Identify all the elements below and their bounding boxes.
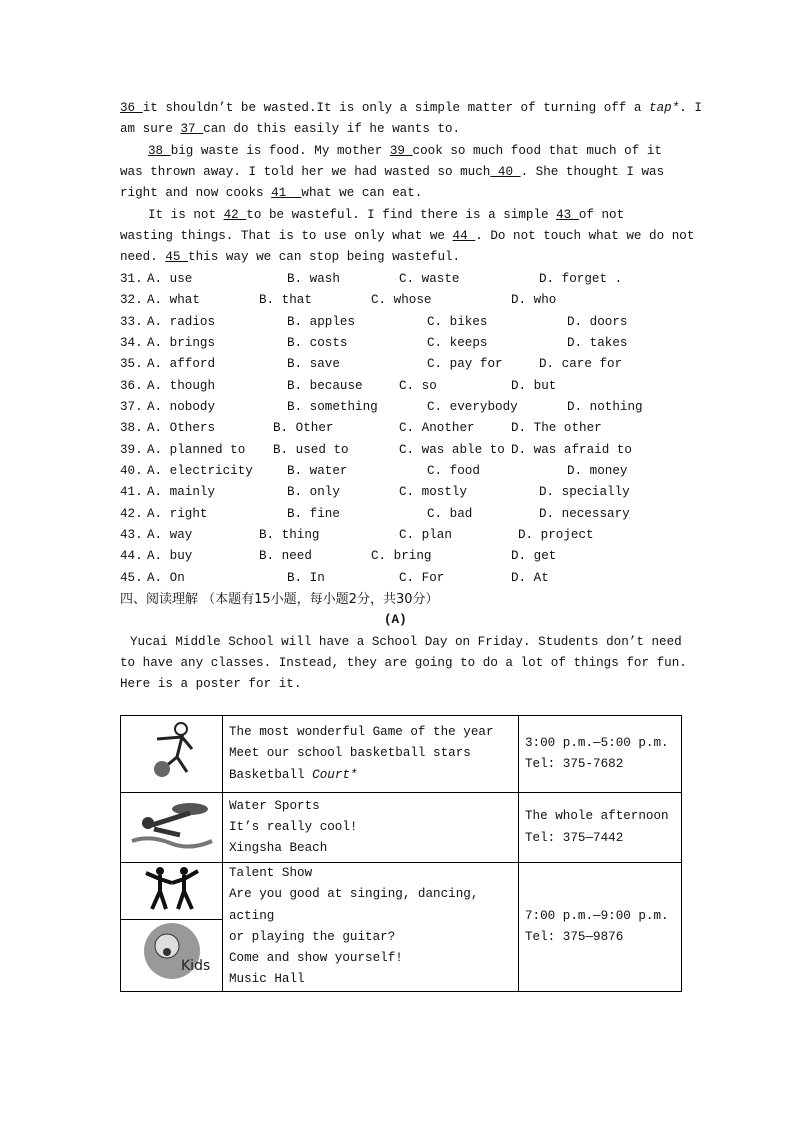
text: Talent Show	[229, 866, 313, 880]
poster-row-water-sports	[121, 793, 682, 863]
blank-37: 37	[180, 122, 204, 136]
option-c: C. mostly	[399, 485, 468, 500]
blank-42: 42	[223, 208, 247, 222]
option-a: A. buy	[147, 549, 193, 564]
option-b: B. water	[287, 463, 348, 478]
option-d: D. forget .	[539, 272, 623, 286]
text: . She thought I was	[520, 165, 665, 179]
poster-row-basketball	[121, 716, 682, 793]
option-a: A. way	[147, 527, 193, 542]
option-d: D. who	[511, 293, 557, 308]
blank-41: 41_	[271, 186, 302, 200]
option-row	[0, 525, 794, 546]
option-c: C. For	[399, 570, 445, 585]
option-a: A. On	[147, 570, 185, 585]
text: The most wonderful Game of the year	[229, 725, 494, 740]
option-b: B. because	[287, 378, 363, 393]
text: Are you good at singing, dancing, acting	[229, 887, 479, 923]
basketball-player-image	[121, 716, 223, 793]
option-b: B. need	[259, 549, 312, 564]
question-number: 40.	[120, 463, 143, 478]
passage-line	[120, 226, 694, 247]
text: It’s really cool!	[229, 819, 358, 834]
question-number: 45.	[120, 570, 143, 585]
swimmer-image	[121, 793, 223, 863]
question-number: 32.	[120, 293, 143, 308]
section-title: 四、阅读理解 （本题有15小题，每小题2分，共30分）	[120, 592, 439, 607]
option-row	[0, 568, 794, 589]
option-a: A. use	[147, 272, 193, 286]
option-b: B. save	[287, 357, 340, 372]
option-d: D. takes	[567, 335, 628, 350]
option-c: C. bikes	[427, 314, 488, 329]
option-d: D. At	[511, 570, 549, 585]
question-number: 37.	[120, 399, 143, 414]
option-row	[0, 290, 794, 311]
option-c: C. food	[427, 463, 480, 478]
text: big waste is food. My mother	[170, 144, 390, 158]
option-a: A. planned to	[147, 442, 246, 457]
text: It is not	[148, 208, 224, 222]
option-a: A. nobody	[147, 399, 216, 414]
option-c: C. keeps	[427, 335, 488, 350]
option-b: B. apples	[287, 314, 356, 329]
text: 7:00 p.m.—9:00 p.m.	[525, 908, 669, 923]
blank-45: 45	[165, 250, 189, 264]
intro-line: Yucai Middle School will have a School Day on Friday. Students don’t need	[130, 635, 682, 649]
text: this way we can stop being wasteful.	[188, 250, 461, 264]
question-number: 33.	[120, 314, 143, 329]
option-b: B. costs	[287, 335, 348, 350]
option-c: C. whose	[371, 293, 432, 308]
text: of not	[578, 208, 625, 222]
option-row	[0, 333, 794, 354]
text: need.	[120, 250, 166, 264]
option-d: D. doors	[567, 314, 628, 329]
option-row	[0, 354, 794, 375]
passage-line	[120, 162, 664, 183]
option-a: A. mainly	[147, 485, 216, 500]
question-number: 35.	[120, 357, 143, 372]
option-b: B. only	[287, 485, 340, 500]
option-d: D. project	[518, 527, 594, 542]
event-description	[223, 793, 519, 863]
option-d: D. was afraid to	[511, 442, 632, 457]
text: . Do not touch what we do not	[475, 229, 695, 243]
text: Tel: 375—7442	[525, 830, 624, 845]
text: The whole afternoon	[525, 809, 669, 824]
event-time	[519, 716, 682, 793]
option-d: D. money	[567, 463, 628, 478]
question-number: 34.	[120, 335, 143, 350]
option-d: D. care for	[539, 357, 623, 372]
text: Court*	[312, 767, 358, 782]
text: Basketball	[229, 767, 313, 782]
text: am sure	[120, 122, 181, 136]
passage-line	[148, 205, 624, 226]
text: wasting things. That is to use only what we	[120, 229, 453, 243]
option-row	[0, 482, 794, 503]
option-row	[0, 312, 794, 333]
option-a: A. what	[147, 293, 200, 308]
text: it shouldn’t be wasted.It is only a simple matter of turning off a	[142, 101, 650, 115]
option-d: D. get	[511, 549, 557, 564]
text: Water Sports	[229, 798, 320, 813]
option-b: B. something	[287, 399, 378, 414]
option-d: D. necessary	[539, 506, 630, 521]
option-b: B. fine	[287, 506, 340, 521]
text: what we can eat.	[301, 186, 423, 200]
option-c: C. bad	[427, 506, 473, 521]
text: was thrown away. I told her we had wasted so much	[120, 165, 491, 179]
option-row	[0, 440, 794, 461]
blank-38: 38	[148, 144, 171, 158]
option-a: A. electricity	[147, 463, 253, 478]
blank-36: 36	[120, 101, 143, 115]
option-c: C. everybody	[427, 399, 518, 414]
option-b: B. In	[287, 570, 325, 585]
blank-44: 44	[452, 229, 476, 243]
option-row	[0, 461, 794, 482]
kids-singing-image	[121, 920, 223, 991]
text: . I	[679, 101, 702, 115]
question-number: 31.	[120, 272, 143, 286]
text: Tel: 375-7682	[525, 757, 624, 771]
kids-logo-text: Kids	[180, 958, 210, 975]
question-number: 36.	[120, 378, 143, 393]
passage-line	[148, 141, 662, 162]
text: to be wasteful. I find there is a simple	[246, 208, 557, 222]
option-d: D. but	[511, 378, 557, 393]
option-a: A. brings	[147, 335, 216, 350]
option-b: B. thing	[259, 527, 320, 542]
passage-line	[120, 247, 460, 268]
blank-43: 43	[556, 208, 579, 222]
option-row	[0, 269, 794, 290]
passage-line	[120, 183, 422, 204]
option-a: A. radios	[147, 314, 216, 329]
text: right and now cooks	[120, 186, 272, 200]
option-c: C. plan	[399, 527, 452, 542]
text: Meet our school basketball stars	[229, 746, 471, 761]
option-c: C. pay for	[427, 357, 503, 372]
option-b: B. that	[259, 293, 312, 308]
intro-line: Here is a poster for it.	[120, 677, 302, 691]
passage-line	[120, 98, 702, 119]
option-row	[0, 418, 794, 439]
option-row	[0, 376, 794, 397]
option-c: C. was able to	[399, 442, 505, 457]
option-b: B. used to	[273, 442, 349, 457]
text: or playing the guitar?	[229, 929, 396, 944]
question-number: 44.	[120, 549, 143, 564]
option-d: D. specially	[539, 485, 630, 500]
question-number: 42.	[120, 506, 143, 521]
option-a: A. afford	[147, 357, 216, 372]
poster-table	[120, 715, 682, 992]
text: Come and show yourself!	[229, 951, 403, 966]
text: cook so much food that much of it	[412, 144, 662, 158]
option-c: C. so	[399, 378, 437, 393]
question-number: 43.	[120, 527, 143, 542]
question-number: 39.	[120, 442, 143, 457]
text: can do this easily if he wants to.	[203, 122, 461, 136]
text: Xingsha Beach	[229, 841, 328, 856]
text: 3:00 p.m.—5:00 p.m.	[525, 735, 669, 750]
dancers-image	[121, 863, 223, 920]
option-row	[0, 397, 794, 418]
option-b: B. Other	[273, 421, 334, 436]
event-time	[519, 793, 682, 863]
poster-row-talent-show	[121, 863, 682, 920]
passage-line	[120, 119, 460, 140]
intro-line: to have any classes. Instead, they are going to do a lot of things for fun.	[120, 656, 687, 670]
option-d: D. The other	[511, 421, 602, 436]
text: Tel: 375—9876	[525, 929, 624, 944]
blank-40: 40	[490, 165, 521, 179]
option-row	[0, 546, 794, 567]
option-b: B. wash	[287, 272, 340, 286]
question-number: 41.	[120, 485, 143, 500]
option-a: A. right	[147, 506, 208, 521]
option-c: C. waste	[399, 272, 460, 286]
text: Music Hall	[229, 972, 305, 987]
event-description	[223, 863, 519, 992]
event-time	[519, 863, 682, 992]
option-c: C. bring	[371, 549, 432, 564]
option-a: A. though	[147, 378, 216, 393]
option-d: D. nothing	[567, 399, 643, 414]
option-c: C. Another	[399, 421, 475, 436]
section-subtitle: (A)	[384, 613, 407, 627]
blank-39: 39	[389, 144, 413, 158]
option-a: A. Others	[147, 421, 216, 436]
option-row	[0, 504, 794, 525]
text: tap*	[649, 101, 680, 115]
event-description	[223, 716, 519, 793]
question-number: 38.	[120, 421, 143, 436]
